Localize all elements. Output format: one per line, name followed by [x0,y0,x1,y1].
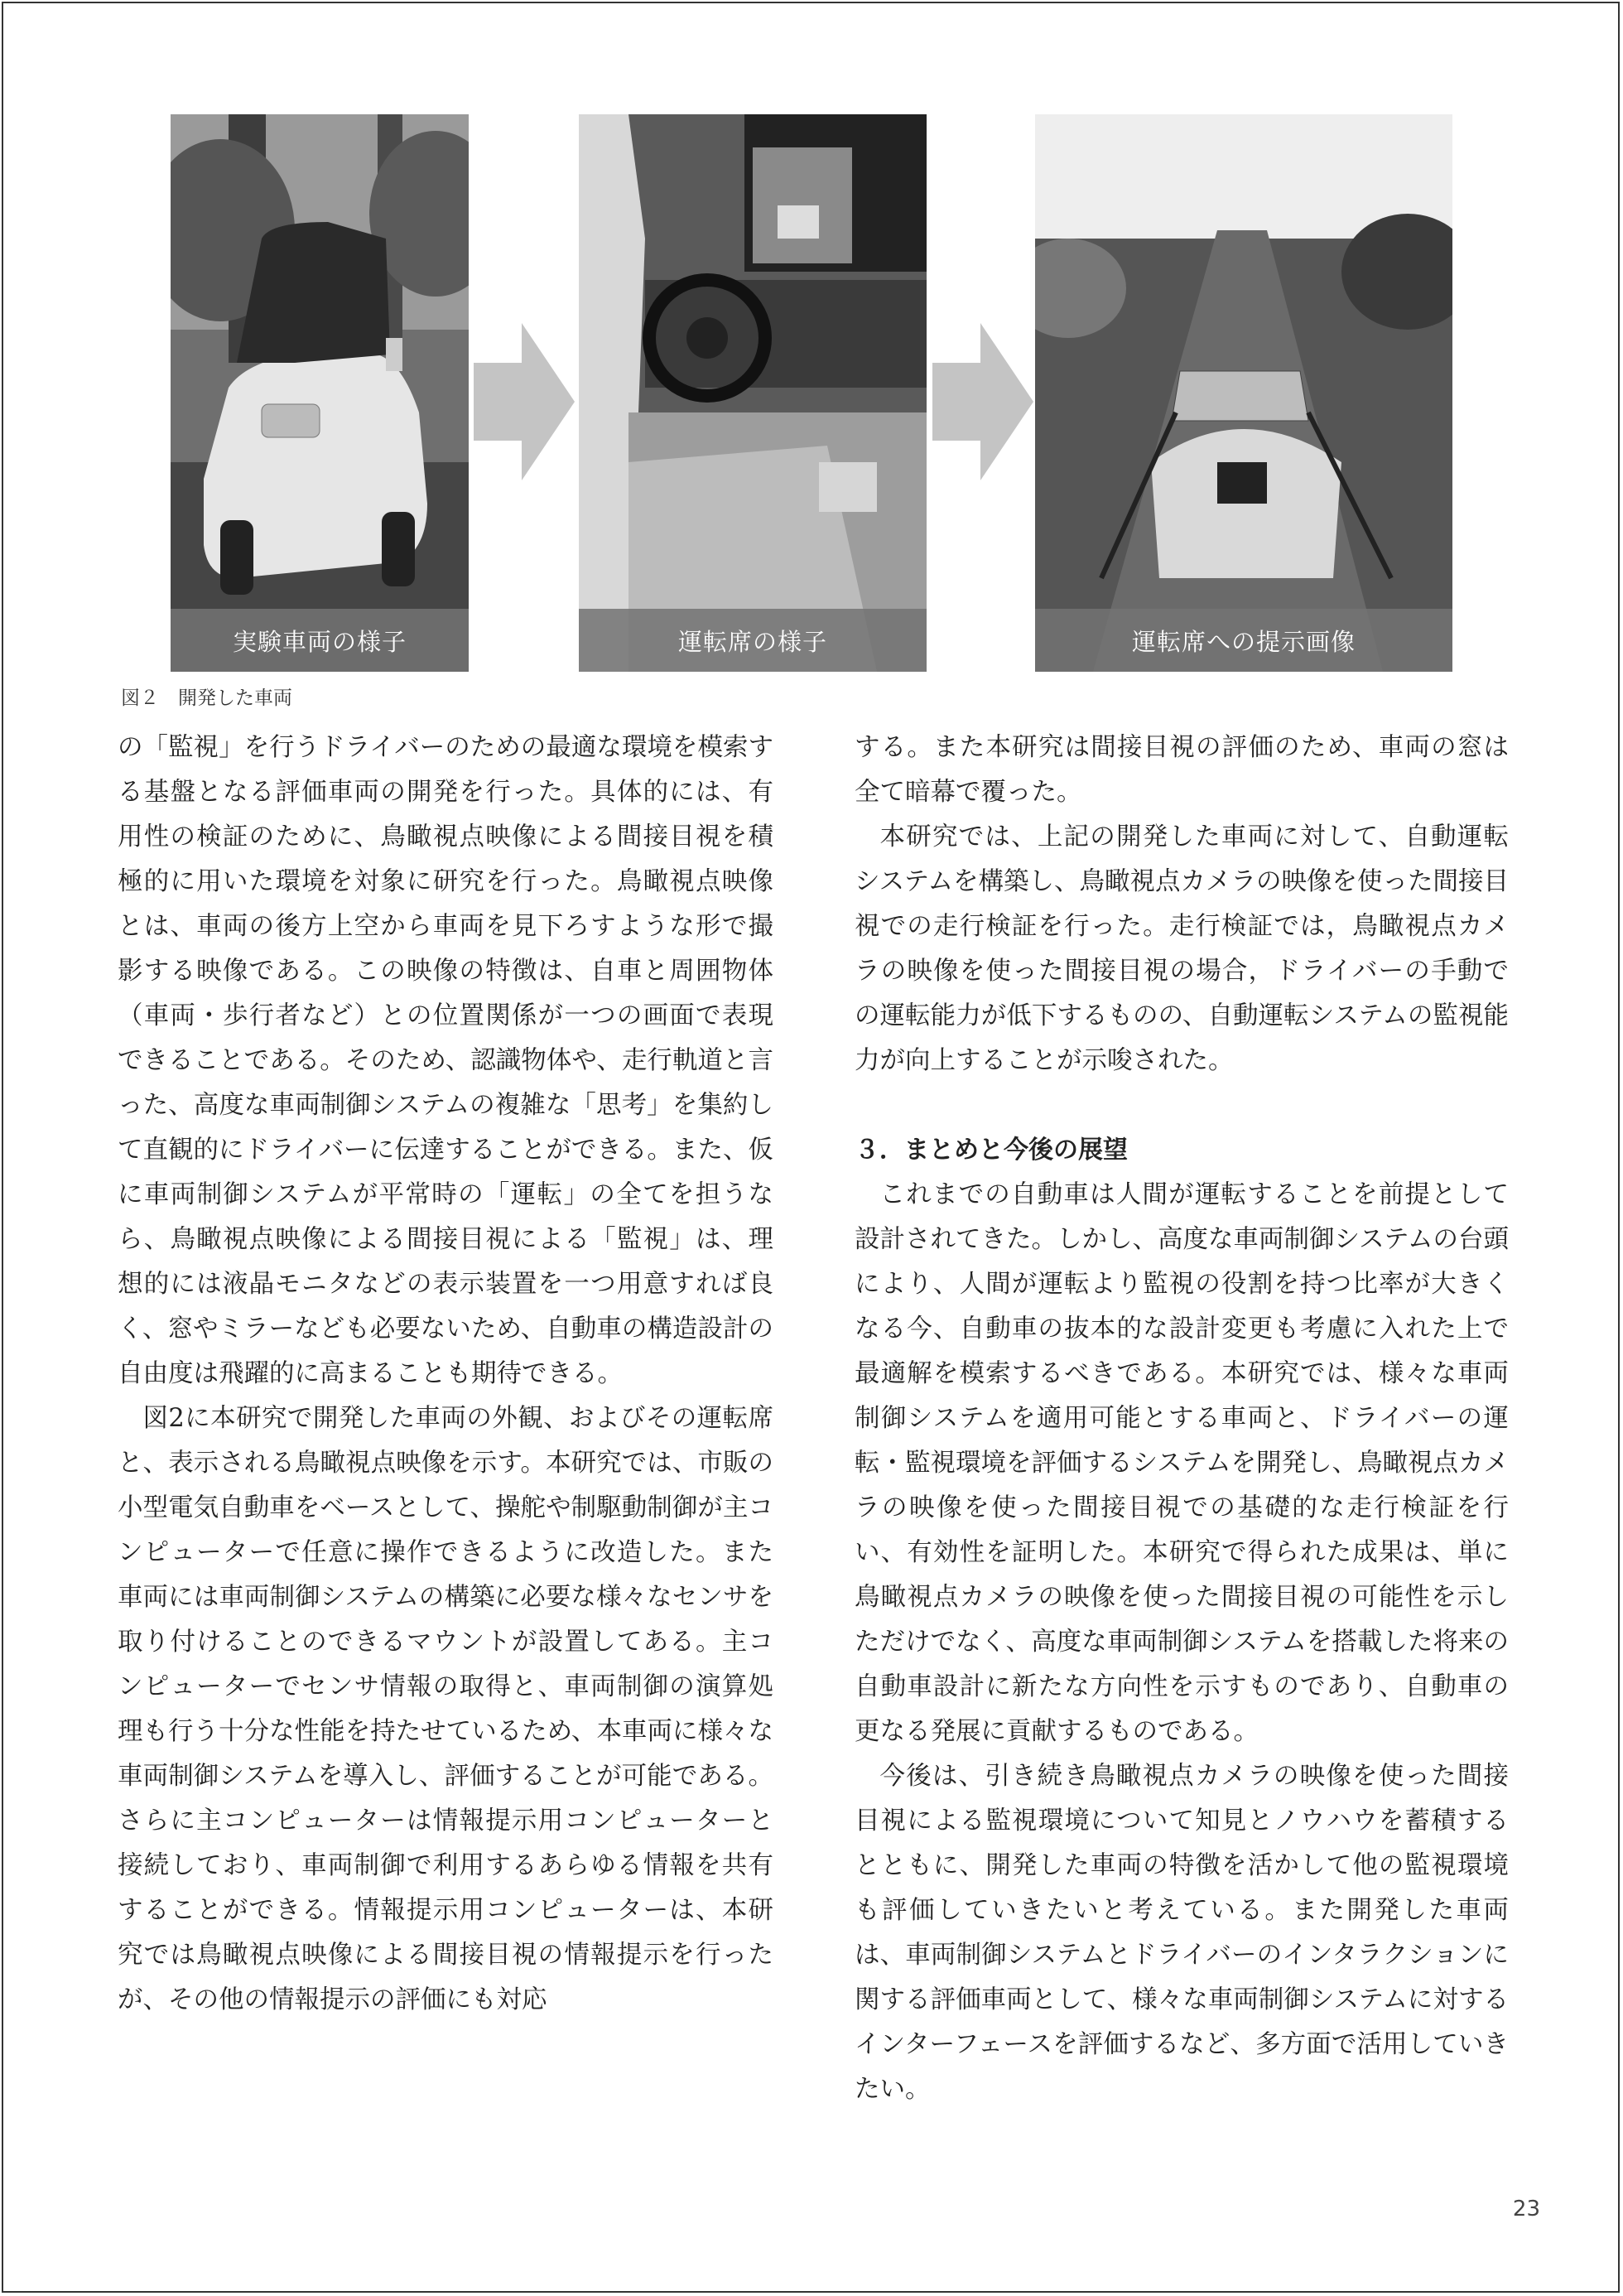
birds-eye-view-photo [1035,114,1452,672]
figure-caption: 図２ 開発した車両 [121,687,292,709]
page-number: 23 [1512,2197,1540,2221]
paragraph: これまでの自動車は人間が運転することを前提として設計されてきた。しかし、高度な車両制御システムの台頭により、人間が運転より監視の役割を持つ比率が大きくなる今、自動車の抜本的な設計変更も考慮に入れた上で最適解を模索するべきである。本研究では、様々な車両制御システムを適用可能とする車両と、ドライバーの運転・監視環境を評価するシステムを開発し、鳥瞰視点カメラの映像を使った間接目視での基礎的な走行検証を行い、有効性を証明した。本研究で得られた成果は、単に鳥瞰視点カメラの映像を使った間接目視の可能性を示しただけでなく、高度な車両制御システムを搭載した将来の自動車設計に新たな方向性を示すものであり、自動車の更なる発展に貢献するものである。 [855,1180,1509,1746]
paragraph: 本研究では、上記の開発した車両に対して、自動運転システムを構築し、鳥瞰視点カメラの映像を使った間接目視での走行検証を行った。走行検証では，鳥瞰視点カメラの映像を使った間接目視の場合，ドライバーの手動での運転能力が低下するものの、自動運転システムの監視能力が向上することが示唆された。 [855,822,1509,1075]
experimental-vehicle-photo [171,114,469,672]
paragraph: 図2に本研究で開発した車両の外観、およびその運転席と、表示される鳥瞰視点映像を示す。本研究では、市販の小型電気自動車をベースとして、操舵や制駆動制御が主コンピューターで任意に操作できるように改造した。また車両には車両制御システムの構築に必要な様々なセンサを取り付けることのできるマウントが設置してある。主コンピューターでセンサ情報の取得と、車両制御の演算処理も行う十分な性能を持たせているため、本車両に様々な車両制御システムを導入し、評価することが可能である。さらに主コンピューターは情報提示用コンピューターと接続しており、車両制御で利用するあらゆる情報を共有することができる。情報提示用コンピューターは、本研究では鳥瞰視点映像による間接目視の情報提示を行ったが、その他の情報提示の評価にも対応 [118,1404,773,2014]
paragraph: する。また本研究は間接目視の評価のため、車両の窓は全て暗幕で覆った。 [855,733,1509,807]
panel-caption-2: 運転席の様子 [579,609,927,672]
birds-eye-illustration [1035,114,1452,672]
cockpit-illustration [579,114,927,672]
paragraph: の「監視」を行うドライバーのための最適な環境を模索する基盤となる評価車両の開発を行った。具体的には、有用性の検証のために、鳥瞰視点映像による間接目視を積極的に用いた環境を対象に研究を行った。鳥瞰視点映像とは、車両の後方上空から車両を見下ろすような形で撮影する映像である。この映像の特徴は、自車と周囲物体（車両・歩行者など）との位置関係が一つの画面で表現できることである。そのため、認識物体や、走行軌道と言った、高度な車両制御システムの複雑な「思考」を集約して直観的にドライバーに伝達することができる。また、仮に車両制御システムが平常時の「運転」の全てを担うなら、鳥瞰視点映像による間接目視による「監視」は、理想的には液晶モニタなどの表示装置を一つ用意すれば良く、窓やミラーなども必要ないため、自動車の構造設計の自由度は飛躍的に高まることも期待できる。 [118,733,773,1388]
driver-seat-photo [579,114,927,672]
section-heading: ３．まとめと今後の展望 [855,1136,1128,1165]
paragraph: 今後は、引き続き鳥瞰視点カメラの映像を使った間接目視による監視環境について知見とノウハウを蓄積するとともに、開発した車両の特徴を活かして他の監視環境も評価していきたいと考えている。また開発した車両は、車両制御システムとドライバーのインタラクションに関する評価車両として、様々な車両制御システムに対するインターフェースを評価するなど、多方面で活用していきたい。 [855,1762,1509,2104]
panel-caption-3: 運転席への提示画像 [1035,609,1452,672]
panel-caption-1: 実験車両の様子 [171,609,469,672]
arrow-right-icon [474,323,575,480]
vehicle-illustration [171,114,469,672]
arrow-right-icon [932,323,1033,480]
right-column [855,726,1509,2112]
left-column [118,726,773,2023]
